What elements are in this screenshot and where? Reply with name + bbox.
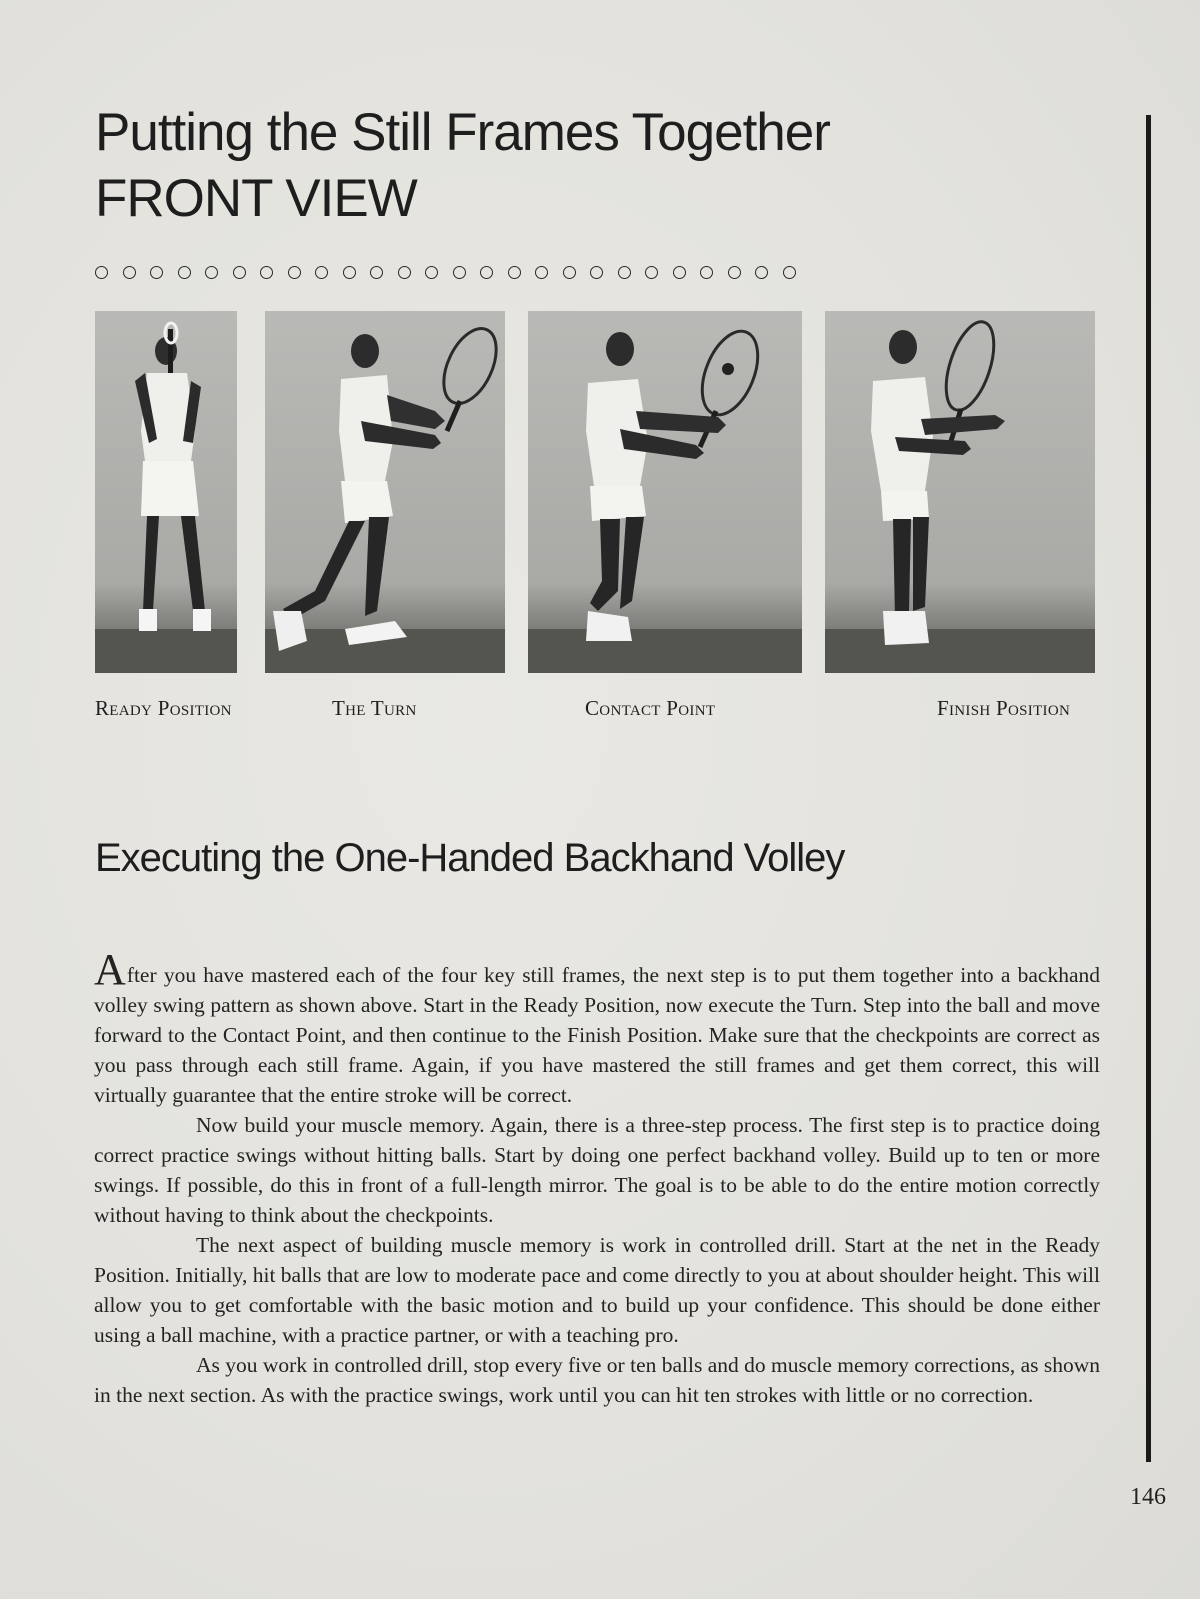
- divider-dot-icon: [425, 266, 438, 279]
- tennis-player-contact-icon: [528, 311, 802, 673]
- title-line-1: Putting the Still Frames Together: [95, 103, 830, 162]
- divider-dot-icon: [95, 266, 108, 279]
- dotted-divider: [95, 266, 796, 282]
- photo-finish-position: [825, 311, 1095, 673]
- vertical-rule: [1146, 115, 1151, 1462]
- body-text: [94, 945, 1100, 1410]
- divider-dot-icon: [645, 266, 658, 279]
- caption-contact-point: Contact Point: [585, 696, 716, 720]
- divider-dot-icon: [783, 266, 796, 279]
- caption-finish-position: Finish Position: [937, 696, 1071, 720]
- paragraph-3: The next aspect of building muscle memory is work in controlled drill. Start at the net in the Ready Position. Initially, hit balls that are low to moderate pace and come directly to you at about shoulder height. This will allow you to get comfortable with the basic motion and to build up your confidence. This should be done either using a ball machine, with a practice partner, or with a teaching pro.: [94, 1233, 1100, 1347]
- page-title: [95, 100, 830, 232]
- divider-dot-icon: [288, 266, 301, 279]
- divider-dot-icon: [728, 266, 741, 279]
- tennis-player-turn-icon: [265, 311, 505, 673]
- divider-dot-icon: [315, 266, 328, 279]
- divider-dot-icon: [618, 266, 631, 279]
- divider-dot-icon: [123, 266, 136, 279]
- divider-dot-icon: [535, 266, 548, 279]
- caption-ready-position: Ready Position: [95, 696, 232, 720]
- paragraph-1-text: fter you have mastered each of the four key still frames, the next step is to put them together into a backhand volley swing pattern as shown above. Start in the Ready Position, now execute the Turn. Step into the ball and move forward to the Contact Point, and then continue to the Finish Position. Make sure that the checkpoints are correct as you pass through each still frame. Again, if you have mastered the still frames and get them correct, this will virtually guarantee that the entire stroke will be correct.: [94, 963, 1100, 1107]
- tennis-player-ready-icon: [95, 311, 237, 673]
- photo-the-turn: [265, 311, 505, 673]
- divider-dot-icon: [755, 266, 768, 279]
- divider-dot-icon: [260, 266, 273, 279]
- drop-cap: A: [94, 945, 126, 994]
- divider-dot-icon: [453, 266, 466, 279]
- divider-dot-icon: [508, 266, 521, 279]
- caption-the-turn: The Turn: [332, 696, 417, 720]
- photo-contact-point: [528, 311, 802, 673]
- tennis-player-finish-icon: [825, 311, 1095, 673]
- divider-dot-icon: [343, 266, 356, 279]
- paragraph-1: [94, 945, 1100, 1110]
- paragraph-4: As you work in controlled drill, stop every five or ten balls and do muscle memory corrections, as shown in the next section. As with the practice swings, work until you can hit ten strokes with little or no correction.: [94, 1353, 1100, 1407]
- divider-dot-icon: [205, 266, 218, 279]
- divider-dot-icon: [590, 266, 603, 279]
- paragraph-2: Now build your muscle memory. Again, there is a three-step process. The first step is to practice doing correct practice swings without hitting balls. Start by doing one perfect backhand volley. Build up to ten or more swings. If possible, do this in front of a full-length mirror. The goal is to be able to do the entire motion correctly without having to think about the checkpoints.: [94, 1113, 1100, 1227]
- section-title: Executing the One-Handed Backhand Volley: [95, 836, 845, 880]
- divider-dot-icon: [150, 266, 163, 279]
- page-number: 146: [1130, 1484, 1166, 1510]
- divider-dot-icon: [233, 266, 246, 279]
- divider-dot-icon: [480, 266, 493, 279]
- photo-ready-position: [95, 311, 237, 673]
- title-line-2: FRONT VIEW: [95, 169, 417, 228]
- divider-dot-icon: [178, 266, 191, 279]
- divider-dot-icon: [370, 266, 383, 279]
- divider-dot-icon: [563, 266, 576, 279]
- divider-dot-icon: [398, 266, 411, 279]
- divider-dot-icon: [700, 266, 713, 279]
- divider-dot-icon: [673, 266, 686, 279]
